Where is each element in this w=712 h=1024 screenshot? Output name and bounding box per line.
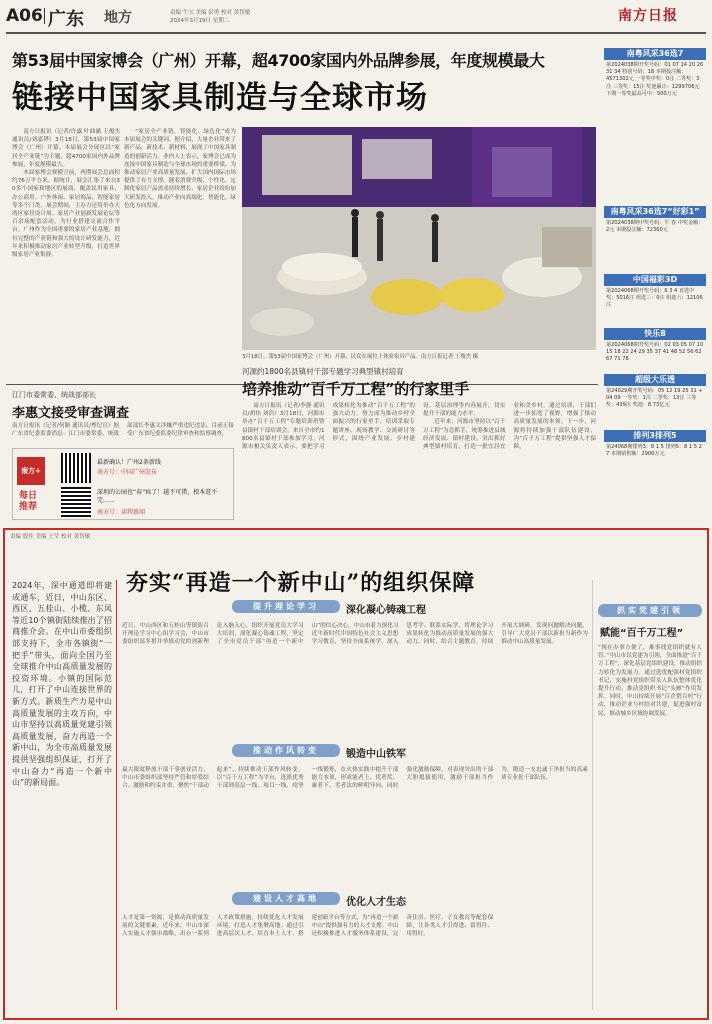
page-number: A06 <box>6 6 43 26</box>
bottom-credits: 责编 殷佳 美编 王莹 校对 黄智敏 <box>10 534 91 540</box>
mid-center-body <box>242 402 596 520</box>
lottery-box5-text: 第24029期开奖号码：05 12 19 25 31 + 04 09 一等奖：1注 二等奖：13注 三等奖：439注 奖池：8.73亿元 <box>606 388 703 409</box>
region-name: 广东 <box>48 9 84 30</box>
mid-center-body-1: 南方日报讯（记者/李静 通讯员/胡伟 刘浩）3月18日，河源市举办“百千万工程”专题培训班暨县镇村干部培训会，来自全市约1800名县镇村干部参加学习。河源市相关负责人表示，要把学习成果转化为推动“百千万工程”的强大动力，努力成为推动乡村全面振兴的行家里手。培训采取专题讲座、现场教学、交流研讨等形式，围绕产业发展、乡村建设、基层治理等内容展开，切实提升干部的能力水平。 <box>242 403 506 451</box>
lead-body-2: “家居全产业链，智能化、绿色化”成为本届展会的关键词。据介绍，大量企业带来了新产品、新技术、新材料，展现了中国家具制造的创新活力。业内人士表示，家博会已成为连接中国家具制造与全球市场的重要桥梁，为推动家居产业高质量发展、扩大国内国际市场提供了有力支撑。随着消费升级，个性化、定制化家居产品需求持续增长，家居企业纷纷加大研发投入，推动产业向高端化、智能化、绿色化方向发展。 <box>124 129 236 209</box>
header-divider <box>44 8 45 24</box>
lottery-box4-title: 快乐8 <box>604 328 706 340</box>
section2-body: 最大限度释放干部干事创业活力，中山市委组织部坚持严管和厚爱结合、激励和约束并重，聚焦“干部动起来”，持续推动干部作风转变。以“百千万工程”为平台，选派优秀干部到基层一线、项目一线、攻坚一线锻炼，在火热实践中提升干部能力本领，形成能者上、优者奖、庸者下、劣者汰的鲜明导向。同时强化激励保障，对表现突出的干部大胆提拔使用，激励干部担当作为，锻造一支忠诚干净担当的高素质专业化干部队伍。 <box>122 767 588 790</box>
section3-title: 优化人才生态 <box>346 897 406 908</box>
lottery-box5-title: 超级大乐透 <box>604 374 706 386</box>
bottom-divider <box>116 580 117 1010</box>
daily-recommend-label: 每日推荐 <box>19 491 38 512</box>
lottery-box6-text: 第24068期排列3：8 1 5 排列5：8 1 5 2 7 本期销售额：2900万元 <box>606 444 702 458</box>
lottery-box6-title: 排列3排列5 <box>604 430 706 442</box>
mid-left-body: 南方日报讯（记者/何颖 通讯员/粤纪宣）据广东省纪委监委消息：江门市委常委、统战部部长李惠文涉嫌严重违纪违法，目前正接受广东省纪委监委纪律审查和监察调查。 <box>12 423 234 438</box>
mid-left-headline: 李惠文接受审查调查 <box>12 406 130 421</box>
lead-body: 本届家博会规模空前，两期展会总面积约76万平方米。据统计，展会汇集了来自30多个国家和地区的展商，覆盖民用家具、办公商用、户外休闲、家居饰品、智能家居等多个门类。展会期间，主办方还将举办大湾区家居设计周、家居产业创新发展论坛等百余场配套活动，为行业搭建交流合作平台。广州作为全国重要的家居产业基地，拥有完整的产业链和强大的设计研发能力，近年来积极推动家居产业转型升级，打造世界级家居产业集群。 <box>12 170 120 259</box>
exhibition-photo <box>242 127 596 350</box>
header-rule <box>6 32 706 34</box>
mid-center-body-2: 近年来，河源市坚持以“百千万工程”为总抓手，统筹推进县域经济发展、镇村建设，突出抓好典型镇村培育，打造一批宜居宜业和美乡村。通过培训，干部们进一步拓宽了视野，增强了推动高质量发展的本领。下一步，河源将持续加强干部队伍建设，为“百千万工程”提供坚强人才保障。 <box>423 403 596 451</box>
lottery-box3-title: 中国福彩3D <box>604 274 706 286</box>
section3-tag: 建设人才高地 <box>232 892 340 905</box>
lottery-box2-title: 南粤风采36选7“好彩1” <box>604 206 706 218</box>
section1-tag: 提升理论学习 <box>232 600 340 613</box>
lead-kicker: 第53届中国家博会（广州）开幕，超4700家国内外品牌参展，年度规模最大 <box>12 51 545 70</box>
lottery-box1-title: 南粤风采36选7 <box>604 48 706 60</box>
mid-center-kicker: 河源约1800名县镇村干部专题学习典型镇村培育 <box>242 367 404 376</box>
lead-body-col2 <box>124 128 236 376</box>
nanfang-plus-logo: 南方+ <box>17 457 45 485</box>
section1-body: 近日，中山西区和五桂山等镇街召开理论学习中心组学习会，中山市委组织部多措并举推动党的创新理论入脑入心，组织开展党员大学习大培训，深化凝心铸魂工程，坚定了全市党员干部“再造一个新中山”的信心决心。中山市着力深化习近平新时代中国特色社会主义思想学习教育，坚持全面系统学、深入思考学、联系实际学，将理论学习成果转化为推动高质量发展的强大动力。同时，结合主题教育，持续开展大调研，发现问题解决问题，引导广大党员干部以新担当新作为推动中山高质量发展。 <box>122 623 588 646</box>
qr1-title: 最新确认！广州2条新线 <box>97 459 161 466</box>
qr-code-2[interactable] <box>61 487 91 517</box>
exhibition-photo-illustration <box>242 127 596 350</box>
lottery-box3-text: 第2024068期开奖号码：6 3 4 直选中奖：5016注 组选三：0注 组选六：12106注 <box>606 288 703 309</box>
right-column-divider <box>592 580 593 1010</box>
section2-title: 锻造中山铁军 <box>346 749 406 760</box>
bottom-headline: 夯实“再造一个新中山”的组织保障 <box>126 570 476 596</box>
lottery-box2-text: 第2024038期中奖号码：牛 春 中奖金额：2元 本期投注额：72360元 <box>606 220 704 234</box>
lottery-box1-text: 第2024038期开奖号码：01 07 14 20 26 31 34 特别号码：18 本期投注额：4571302元 一等奖中奖：0注 二等奖：3注 三等奖：15注 奖池累计：1299706元 下期一等奖最高可中：500万元 <box>606 62 704 97</box>
newspaper-logo: 南方日报 <box>618 8 678 24</box>
section3-body: 人才是第一资源，是推动高质量发展的关键要素。近年来，中山市深入实施人才强市战略，出台一系列人才政策措施，持续优化人才发展环境，打造人才集聚高地。通过引进高层次人才、培育本土人才、搭建创新平台等方式，为“再造一个新中山”提供强有力的人才支撑。中山还积极推进人才服务体系建设，完善住房、医疗、子女教育等配套保障，让各类人才引得进、留得住、用得好。 <box>122 915 494 938</box>
right-title: 赋能“百千万工程” <box>600 628 684 639</box>
recommend-box <box>12 448 234 520</box>
bottom-intro: 2024年，深中通道即将建成通车，近日，中山东区、西区、五桂山、小榄、东凤等近10个镇街陆续推出了招商推介会。在中山市委组织部支持下，全市各镇街“一把手”带头，面向全国乃至全球推介中山高质量发展的投资环境。小镇的国际范儿，打开了中山连接世界的新方式。新质生产力是中山高质量发展的主攻方向，中山市坚持以高质量党建引领高质量发展，奋力再造一个新中山，为全市高质量发展提供坚强组织保证，打开了中山奋力“再造一个新中山”的新局面。 <box>12 581 112 788</box>
right-tag: 抓实党建引领 <box>598 604 702 617</box>
photo-caption: 3月18日，第53届中国家博会（广州）开幕，民众在展位上体验家具产品。南方日报记者 王俊杰 摄 <box>242 354 479 360</box>
lottery-box4-text: 第2024068期开奖号码：02 03 05 07 10 15 18 22 24 29 35 37 41 48 52 56 62 67 71 78 <box>606 342 704 363</box>
issue-date: 2024年3月19日 星期二 <box>170 18 230 24</box>
mid-center-headline: 培养推动“百千万工程”的行家里手 <box>242 380 470 398</box>
section2-tag: 推动作风转变 <box>232 744 340 757</box>
qr-code-1[interactable] <box>61 453 91 483</box>
lead-body-col1 <box>12 128 120 376</box>
section1-title: 深化凝心铸魂工程 <box>346 605 426 616</box>
editor-credits: 责编 牛宝 美编 彭勇 校对 黄智敏 <box>170 10 251 16</box>
lead-headline: 链接中国家具制造与全球市场 <box>12 80 428 116</box>
lottery-sidebar <box>604 48 706 482</box>
section-name: 地方 <box>104 10 132 26</box>
lead-byline: 南方日报讯（记者/许露 叶曲涵 王俊杰 通讯员/刘嘉铧）3月18日，第53届中国家博会（广州）开幕。本届展会分展区以“家居全产业链”为主题，超4700家国内外品牌参展，年度规模最大。 <box>12 129 120 168</box>
qr1-source: 南方号：中国广州发布 <box>97 469 158 476</box>
right-body: “现在办事方便了，难事找党组织就有人管。”中山市以党建为引领，全面推进“百千万工程”，深化基层党组织建设，推动组织力转化为发展力。通过选优配强村党组织书记，实施村党组织带头人队伍整体优化提升行动，推动党组织书记“头雁”作用发挥。同时，中山持续开展“百企帮百村”行动，推动企业与村结对共建，促进强村富民，推动城乡区域协调发展。 <box>598 645 702 717</box>
qr2-title: 深圳的公园也“春”疯了！越不可错，根本逛不完…… <box>97 489 218 504</box>
qr2-source: 南方号：读特新闻 <box>97 509 146 516</box>
mid-left-kicker: 江门市委常委、统战部部长 <box>12 391 96 399</box>
